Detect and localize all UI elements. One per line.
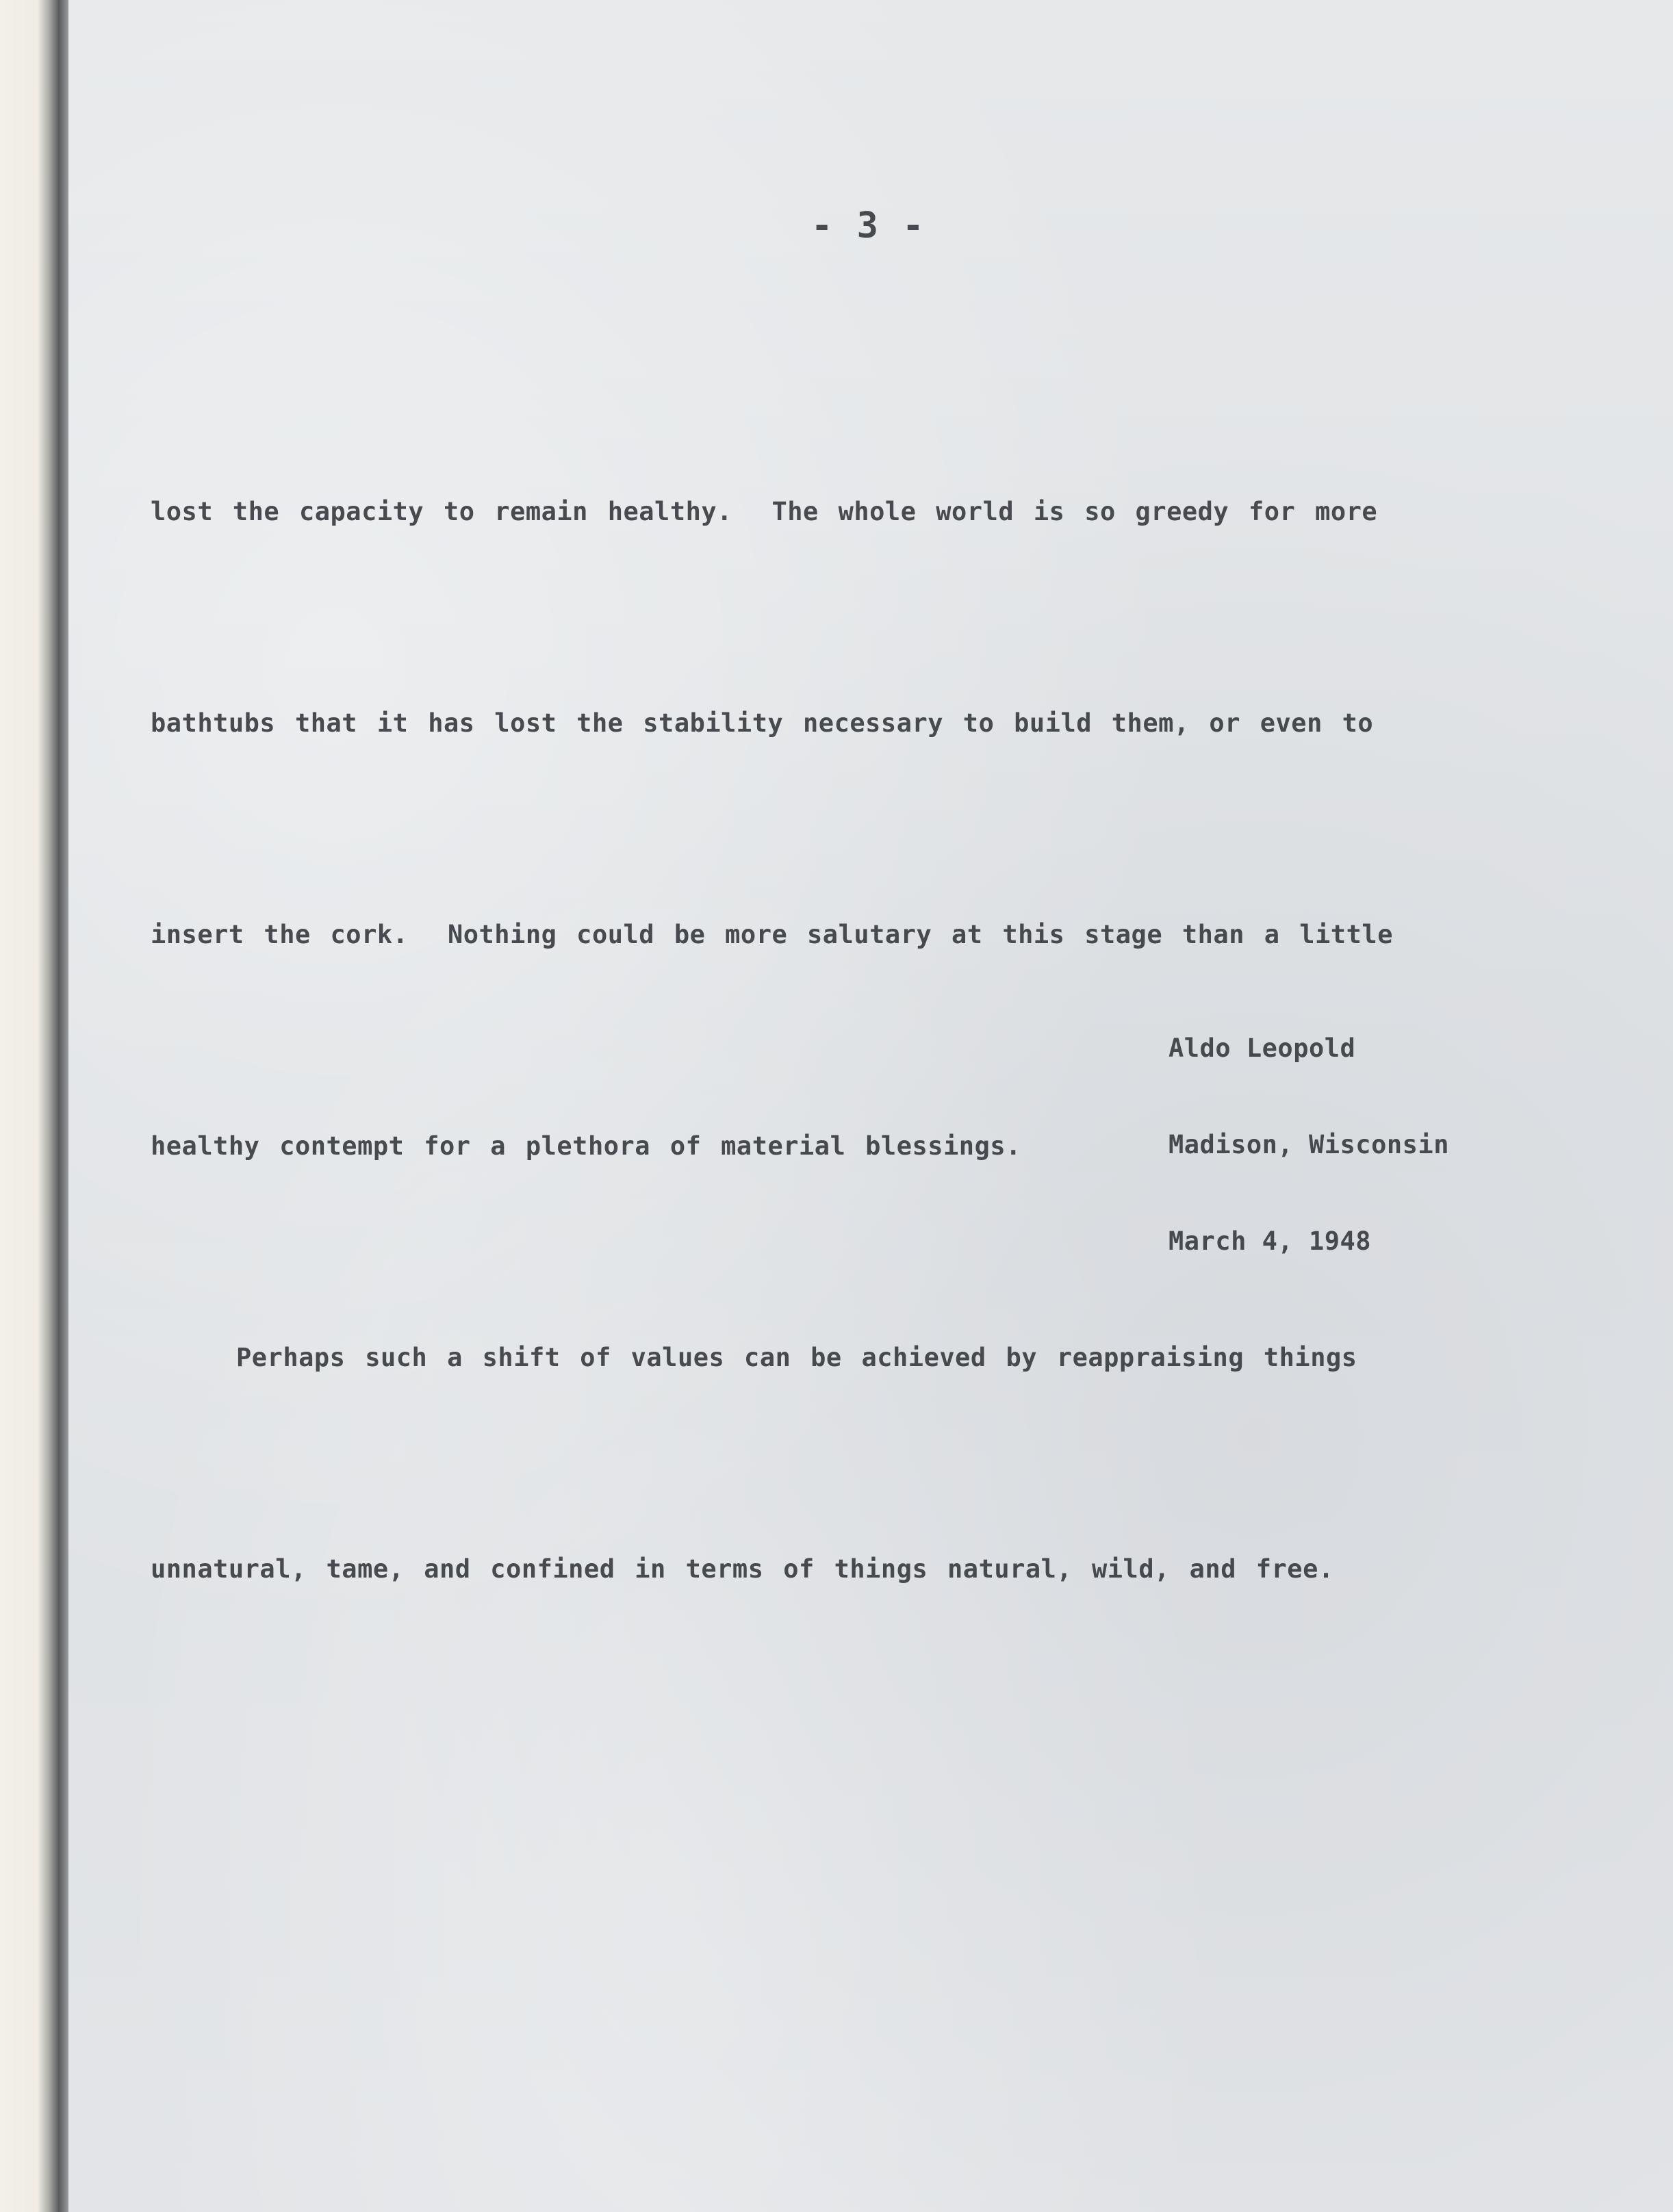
body-line-1: lost the capacity to remain healthy. The whole world is so greedy for more — [151, 497, 1378, 526]
page-number: - 3 - — [811, 205, 925, 246]
body-line-2: bathtubs that it has lost the stability necessary to build them, or even to — [151, 708, 1374, 738]
signature-block — [1168, 968, 1449, 1322]
signature-date: March 4, 1948 — [1168, 1226, 1372, 1256]
binding-edge — [0, 0, 68, 2212]
paragraph2-line-2: unnatural, tame, and confined in terms of things natural, wild, and free. — [151, 1554, 1334, 1584]
signature-name: Aldo Leopold — [1168, 1033, 1356, 1063]
paragraph2-line-1: Perhaps such a shift of values can be achieved by reappraising things — [236, 1343, 1357, 1372]
body-line-3: insert the cork. Nothing could be more salutary at this stage than a little — [151, 920, 1393, 949]
body-line-4: healthy contempt for a plethora of material blessings. — [151, 1131, 1021, 1161]
signature-place: Madison, Wisconsin — [1168, 1130, 1449, 1159]
